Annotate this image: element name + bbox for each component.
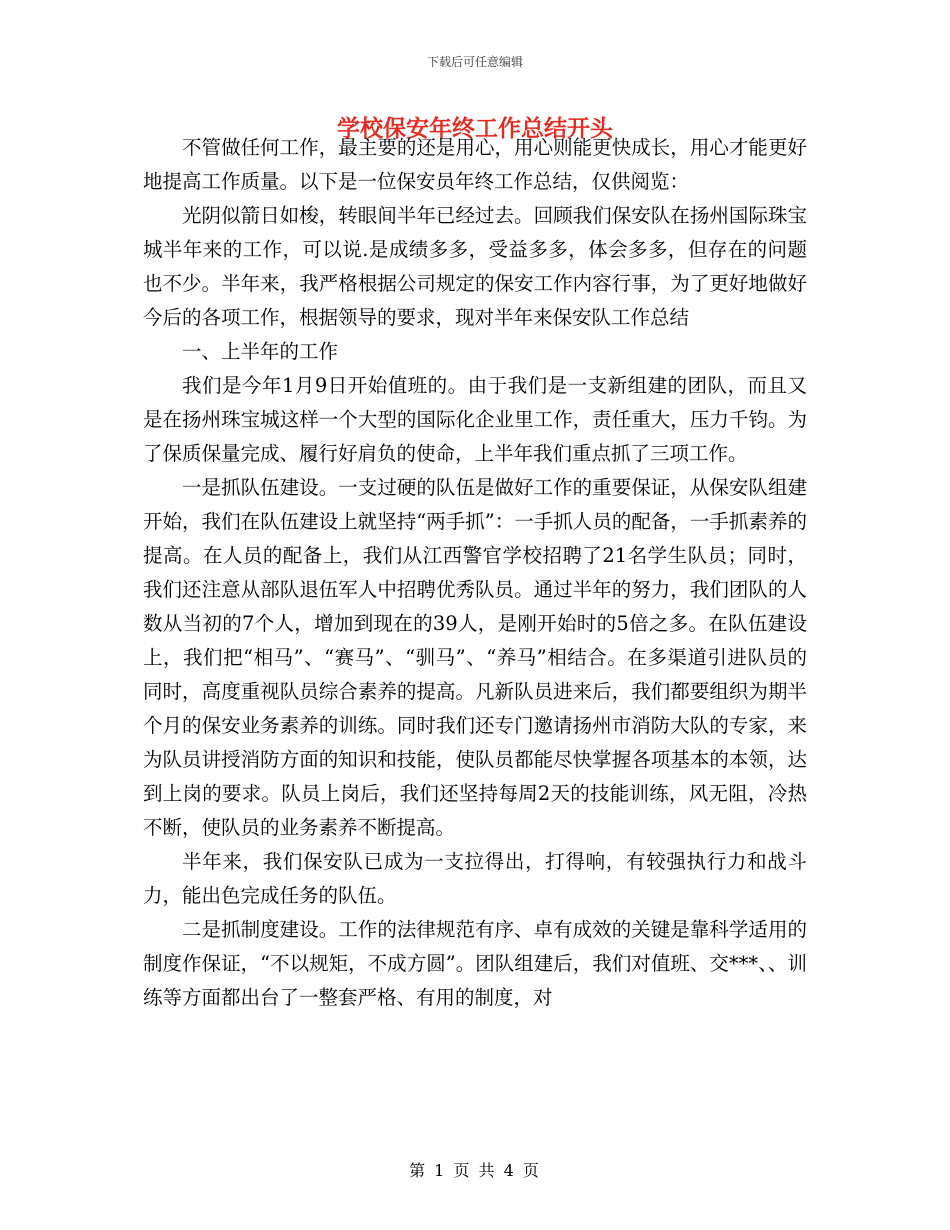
paragraph-rules: 二是抓制度建设。工作的法律规范有序、卓有成效的关键是靠科学适用的制度作保证，“不以规矩，不成方圆”。团队组建后，我们对值班、交***、、训练等方面都出台了一整套严格、有用的制度，对 — [143, 918, 807, 1009]
paragraph-team-building: 一是抓队伍建设。一支过硬的队伍是做好工作的重要保证，从保安队组建开始，我们在队伍建设上就坚持“两手抓”：一手抓人员的配备，一手抓素养的提高。在人员的配备上，我们从江西警官学校招聘了21名学生队员；同时，我们还注意从部队退伍军人中招聘优秀队员。通过半年的努力，我们团队的人数从当初的7个人，增加到现在的39人，是刚开始时的5倍之多。在队伍建设上，我们把“相马”、“赛马”、“驯马”、“养马”相结合。在多渠道引进队员的同时，高度重视队员综合素养的提高。凡新队员进来后，我们都要组织为期半个月的保安业务素养的训练。同时我们还专门邀请扬州市消防大队的专家，来为队员讲授消防方面的知识和技能，使队员都能尽快掌握各项基本的本领，达到上岗的要求。队员上岗后，我们还坚持每周2天的技能训练，风无阻，冷热不断，使队员的业务素养不断提高。 — [143, 476, 807, 839]
section-heading: 一、上半年的工作 — [182, 340, 339, 363]
paragraph-intro: 不管做任何工作，最主要的还是用心，用心则能更快成长，用心才能更好地提高工作质量。以下是一位保安员年终工作总结，仅供阅览： — [143, 136, 807, 193]
header-note: 下载后可任意编辑 — [426, 55, 523, 69]
paragraph-start: 我们是今年1月9日开始值班的。由于我们是一支新组建的团队，而且又是在扬州珠宝城这样一个大型的国际化企业里工作，责任重大，压力千钧。为了保质保量完成、履行好肩负的使命，上半年我们重点抓了三项工作。 — [143, 374, 807, 465]
document-body — [143, 131, 807, 1015]
paragraph-results: 半年来，我们保安队已成为一支拉得出，打得响，有较强执行力和战斗力，能出色完成任务的队伍。 — [143, 850, 807, 907]
page-footer: 第 1 页 共 4 页 — [409, 1161, 541, 1180]
paragraph-review: 光阴似箭日如梭，转眼间半年已经过去。回顾我们保安队在扬州国际珠宝城半年来的工作，可以说.是成绩多多，受益多多，体会多多，但存在的问题也不少。半年来，我严格根据公司规定的保安工作内容行事，为了更好地做好今后的各项工作，根据领导的要求，现对半年来保安队工作总结 — [143, 204, 807, 329]
document-title: 学校保安年终工作总结开头 — [337, 115, 613, 142]
